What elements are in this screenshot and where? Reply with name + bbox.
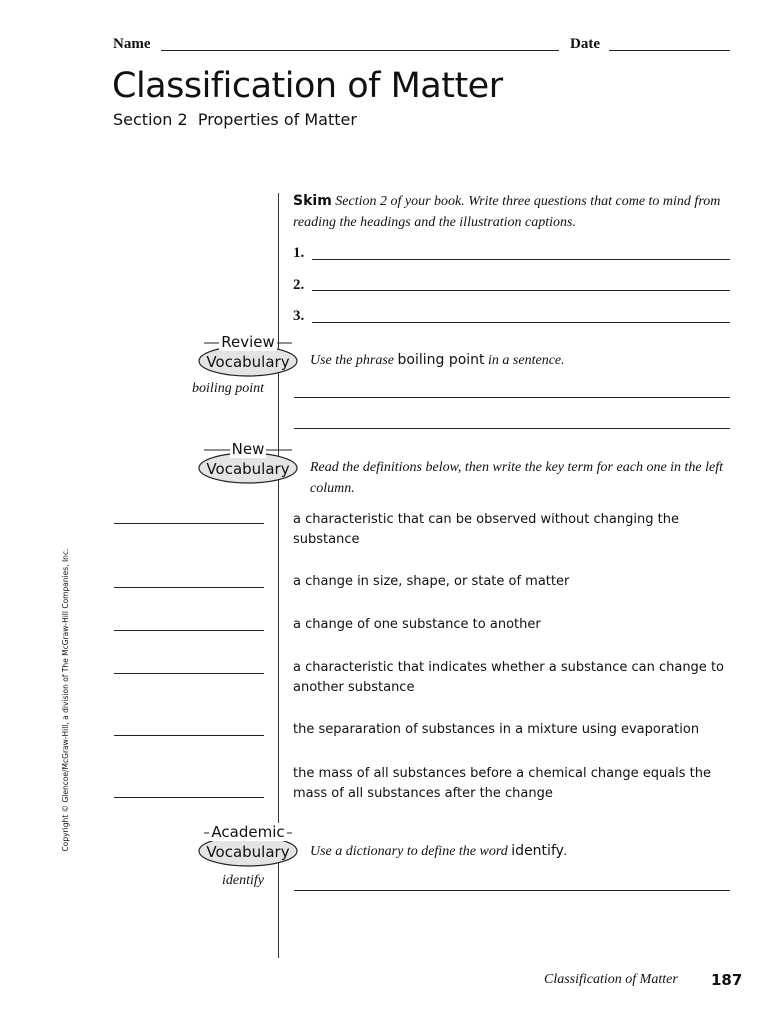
new-badge-bottom: Vocabulary — [206, 460, 290, 478]
date-label: Date — [570, 36, 600, 52]
skim-instructions — [293, 191, 733, 233]
new-badge-top: New — [231, 440, 265, 458]
academic-badge-bottom: Vocabulary — [206, 843, 290, 861]
definition-3: a change of one substance to another — [293, 617, 541, 632]
page-number: 187 — [711, 971, 743, 989]
review-answer-line-1[interactable] — [294, 397, 730, 398]
review-term: boiling point — [397, 352, 485, 368]
skim-lead: Skim — [293, 193, 332, 209]
date-field[interactable] — [609, 50, 730, 51]
new-vocab-instructions: Read the definitions below, then write the key term for each one in the left column. — [310, 460, 724, 496]
definition-6: the mass of all substances before a chemical change equals the mass of all substances after the change — [293, 766, 712, 801]
question-1-answer-line[interactable] — [312, 259, 730, 260]
footer-title: Classification of Matter — [544, 972, 678, 987]
skim-text: Section 2 of your book. Write three questions that come to mind from reading the headings and the illustration captions. — [293, 194, 721, 230]
review-badge-top: Review — [221, 333, 275, 351]
review-badge-bottom: Vocabulary — [206, 353, 290, 371]
academic-instructions: Use a dictionary to define the word identify. — [310, 843, 568, 859]
name-field[interactable] — [161, 50, 559, 51]
academic-term: identify — [511, 843, 564, 859]
key-term-line-1[interactable] — [114, 523, 264, 524]
key-term-line-2[interactable] — [114, 587, 264, 588]
academic-answer-line[interactable] — [294, 890, 730, 891]
page-title: Classification of Matter — [112, 66, 503, 106]
academic-left-term: identify — [222, 873, 264, 888]
key-term-line-4[interactable] — [114, 673, 264, 674]
name-label: Name — [113, 36, 151, 52]
question-number-1: 1. — [293, 245, 305, 261]
key-term-line-6[interactable] — [114, 797, 264, 798]
question-2-answer-line[interactable] — [312, 290, 730, 291]
definition-1: a characteristic that can be observed without changing the substance — [293, 512, 679, 547]
definition-5: the separaration of substances in a mixture using evaporation — [293, 722, 700, 737]
academic-badge-top: Academic — [211, 823, 285, 841]
question-3-answer-line[interactable] — [312, 322, 730, 323]
review-instructions: Use the phrase boiling point in a sentence. — [310, 352, 565, 368]
academic-vocabulary-badge — [198, 823, 298, 869]
question-number-2: 2. — [293, 277, 305, 293]
key-term-line-3[interactable] — [114, 630, 264, 631]
review-vocabulary-badge — [198, 333, 298, 379]
key-term-line-5[interactable] — [114, 735, 264, 736]
question-number-3: 3. — [293, 308, 305, 324]
definition-4: a characteristic that indicates whether a substance can change to another substance — [293, 660, 724, 695]
review-left-term: boiling point — [192, 381, 264, 396]
definition-2: a change in size, shape, or state of matter — [293, 574, 570, 589]
section-subtitle: Section 2 Properties of Matter — [113, 110, 357, 129]
review-answer-line-2[interactable] — [294, 428, 730, 429]
new-vocabulary-badge — [198, 440, 298, 486]
